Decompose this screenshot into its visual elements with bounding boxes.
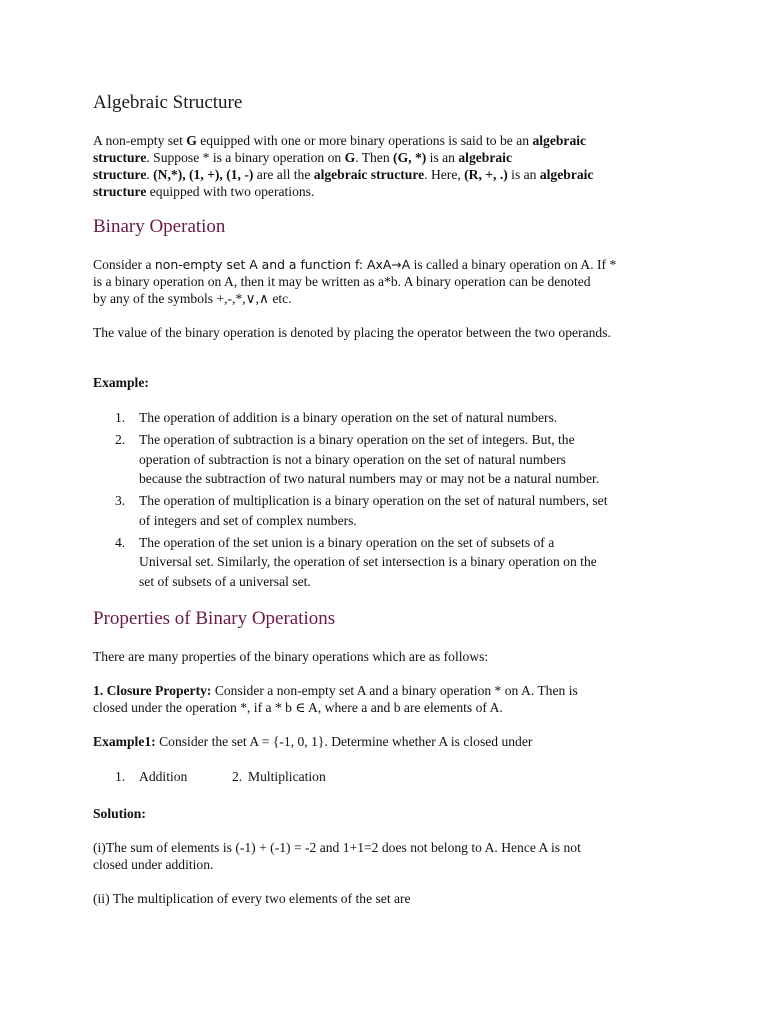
text-run: G: [344, 150, 356, 165]
example-text-line: because the subtraction of two natural numbers may or may not be a natural number.: [139, 471, 600, 486]
definition-formula: non-empty set A and a function f: AxA→A: [154, 257, 411, 272]
example-number: 3.: [115, 493, 126, 508]
example-text-line: operation of subtraction is not a binary operation on the set of natural numbers: [139, 451, 566, 467]
example1-label: Example1:: [93, 734, 156, 749]
example-number: 1.: [115, 410, 126, 425]
text-run: algebraic: [539, 167, 594, 182]
example-number: 4.: [115, 534, 126, 550]
closure-text-line1: Consider a non-empty set A and a binary operation * on A. Then is: [211, 683, 578, 698]
solution-paragraph: [93, 805, 146, 822]
text-run: structure: [93, 184, 147, 199]
properties-intro: There are many properties of the binary operations which are as follows:: [93, 649, 489, 664]
example-item: [93, 408, 683, 428]
text-run: equipped with two operations.: [146, 184, 315, 199]
example-item: [93, 533, 683, 592]
solution-part-1: [93, 839, 683, 873]
text-run: is an: [507, 167, 540, 182]
paragraph-binary-operation-definition: [93, 256, 683, 307]
op-2-number: 2.: [232, 769, 243, 784]
text-run: are all the: [253, 167, 314, 182]
example-text-line: The operation of subtraction is a binary operation on the set of integers. But, the: [139, 432, 575, 447]
solution-label: Solution:: [93, 806, 146, 821]
text-run: A non-empty set: [93, 133, 187, 148]
example-label: Example:: [93, 375, 149, 390]
text-run: structure: [93, 167, 147, 182]
example-text-line: The operation of addition is a binary operation on the set of natural numbers.: [139, 410, 558, 425]
heading-properties: Properties of Binary Operations: [93, 608, 336, 629]
closure-label: 1. Closure Property:: [93, 683, 212, 698]
heading-algebraic-structure: Algebraic Structure: [93, 92, 243, 113]
text-run: is an: [426, 150, 459, 165]
heading-binary-operation: Binary Operation: [93, 216, 226, 237]
paragraph-operator-placement: The value of the binary operation is denoted by placing the operator between the two operands.: [93, 325, 611, 340]
text-run: algebraic structure: [313, 167, 425, 182]
example-text-line: The operation of the set union is a binary operation on the set of subsets of a: [139, 534, 555, 550]
text-run: equipped with one or more binary operations is said to be an: [196, 133, 533, 148]
example-text-line: of integers and set of complex numbers.: [139, 512, 357, 528]
definition-line2: is a binary operation on A, then it may be written as a*b. A binary operation can be denoted: [93, 274, 591, 289]
text-run: structure: [93, 150, 147, 165]
text-run: . Suppose * is a binary operation on: [146, 150, 345, 165]
op-1-label: Addition: [139, 769, 188, 784]
definition-line3: by any of the symbols +,-,*,∨,∧ etc.: [93, 291, 292, 306]
example-label-paragraph: [93, 374, 149, 391]
text-run: . Here,: [424, 167, 465, 182]
definition-tail: is called a binary operation on A. If *: [410, 257, 617, 272]
example1-text: Consider the set A = {-1, 0, 1}. Determine whether A is closed under: [155, 734, 533, 749]
example-item: [93, 491, 683, 530]
example-item: [93, 430, 683, 489]
example-text-line: set of subsets of a universal set.: [139, 573, 311, 589]
solution-1-line1: (i)The sum of elements is (-1) + (-1) = -2 and 1+1=2 does not belong to A. Hence A is not: [93, 840, 581, 855]
closure-text-line2: closed under the operation *, if a * b ∈ A, where a and b are elements of A.: [93, 700, 503, 715]
closure-property-paragraph: [93, 682, 683, 716]
text-run: (N,*), (1, +), (1, -): [153, 167, 254, 182]
op-2-label: Multiplication: [248, 769, 326, 784]
definition-lead: Consider a: [93, 257, 155, 272]
text-run: .: [146, 167, 154, 182]
text-run: algebraic: [532, 133, 587, 148]
example1-paragraph: [93, 733, 683, 750]
example-text-line: The operation of multiplication is a binary operation on the set of natural numbers, set: [139, 493, 608, 508]
text-run: (R, +, .): [464, 167, 508, 182]
solution-part-2: (ii) The multiplication of every two elements of the set are: [93, 891, 411, 906]
text-run: algebraic: [458, 150, 512, 165]
examples-list: [93, 408, 683, 594]
example-text-line: Universal set. Similarly, the operation of set intersection is a binary operation on the: [139, 554, 597, 569]
text-run: G: [186, 133, 197, 148]
text-run: . Then: [355, 150, 394, 165]
example-number: 2.: [115, 432, 126, 447]
operations-row: [93, 768, 683, 788]
paragraph-algebraic-structure: [93, 132, 683, 200]
solution-1-line2: closed under addition.: [93, 857, 214, 872]
op-1-number: 1.: [115, 769, 126, 784]
text-run: (G, *): [393, 150, 427, 165]
